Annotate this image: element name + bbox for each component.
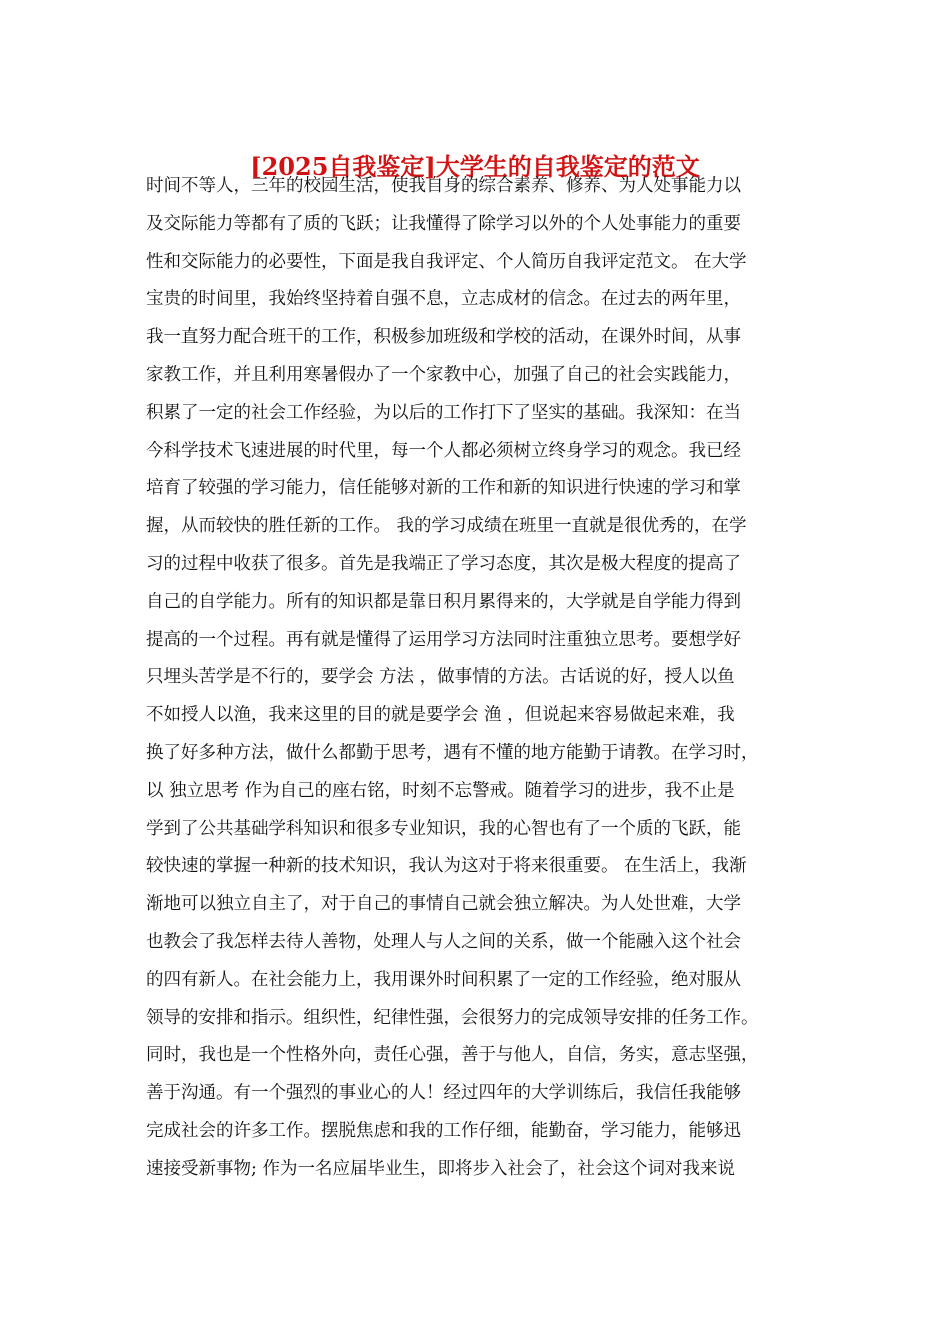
document-body xyxy=(146,168,826,1189)
body-line: 换了好多种方法，做什么都勤于思考，遇有不懂的地方能勤于请教。在学习时， xyxy=(146,742,759,763)
document-title: [2025自我鉴定]大学生的自我鉴定的范文 xyxy=(250,152,700,181)
body-line: 性和交际能力的必要性，下面是我自我评定、个人简历自我评定范文。 在大学 xyxy=(146,251,747,272)
body-line: 今科学技术飞速进展的时代里，每一个人都必须树立终身学习的观念。我已经 xyxy=(146,440,741,461)
body-line: 时间不等人，三年的校园生活，使我自身的综合素养、修养、为人处事能力以 xyxy=(146,176,741,196)
body-line: 提高的一个过程。再有就是懂得了运用学习方法同时注重独立思考。要想学好 xyxy=(146,629,741,650)
body-line: 握，从而较快的胜任新的工作。 我的学习成绩在班里一直就是很优秀的，在学 xyxy=(146,516,747,537)
body-line: 宝贵的时间里，我始终坚持着自强不息，立志成材的信念。在过去的两年里， xyxy=(146,289,741,310)
body-line: 只埋头苦学是不行的，要学会 方法 ，做事情的方法。古话说的好，授人以鱼 xyxy=(146,667,735,688)
body-line: 我一直努力配合班干的工作，积极参加班级和学校的活动，在课外时间，从事 xyxy=(146,327,741,348)
body-line: 同时，我也是一个性格外向，责任心强，善于与他人，自信，务实，意志坚强， xyxy=(146,1045,759,1066)
body-line: 较快速的掌握一种新的技术知识，我认为这对于将来很重要。 在生活上，我渐 xyxy=(146,856,747,877)
body-line: 也教会了我怎样去待人善物，处理人与人之间的关系，做一个能融入这个社会 xyxy=(146,931,741,952)
body-line: 学到了公共基础学科知识和很多专业知识，我的心智也有了一个质的飞跃，能 xyxy=(146,818,741,839)
body-line: 渐地可以独立自主了，对于自己的事情自己就会独立解决。为人处世难，大学 xyxy=(146,894,741,915)
body-line: 的四有新人。在社会能力上，我用课外时间积累了一定的工作经验，绝对服从 xyxy=(146,969,741,990)
body-line: 善于沟通。有一个强烈的事业心的人！经过四年的大学训练后，我信任我能够 xyxy=(146,1083,741,1104)
body-line: 自己的自学能力。所有的知识都是靠日积月累得来的，大学就是自学能力得到 xyxy=(146,591,741,612)
body-line: 速接受新事物; 作为一名应届毕业生，即将步入社会了，社会这个词对我来说 xyxy=(146,1158,735,1179)
body-line: 以 独立思考 作为自己的座右铭，时刻不忘警戒。随着学习的进步，我不止是 xyxy=(146,780,735,801)
body-line: 习的过程中收获了很多。首先是我端正了学习态度，其次是极大程度的提高了 xyxy=(146,553,741,574)
body-line: 培育了较强的学习能力，信任能够对新的工作和新的知识进行快速的学习和掌 xyxy=(146,478,741,499)
body-line: 领导的安排和指示。组织性，纪律性强，会很努力的完成领导安排的任务工作。 xyxy=(146,1007,759,1028)
body-line: 家教工作，并且利用寒暑假办了一个家教中心，加强了自己的社会实践能力， xyxy=(146,364,741,385)
body-line: 不如授人以渔，我来这里的目的就是要学会 渔 ，但说起来容易做起来难，我 xyxy=(146,705,735,726)
body-line: 积累了一定的社会工作经验，为以后的工作打下了坚实的基础。我深知：在当 xyxy=(146,402,741,423)
body-line: 及交际能力等都有了质的飞跃；让我懂得了除学习以外的个人处事能力的重要 xyxy=(146,213,741,234)
body-line: 完成社会的许多工作。摆脱焦虑和我的工作仔细，能勤奋，学习能力，能够迅 xyxy=(146,1120,741,1141)
